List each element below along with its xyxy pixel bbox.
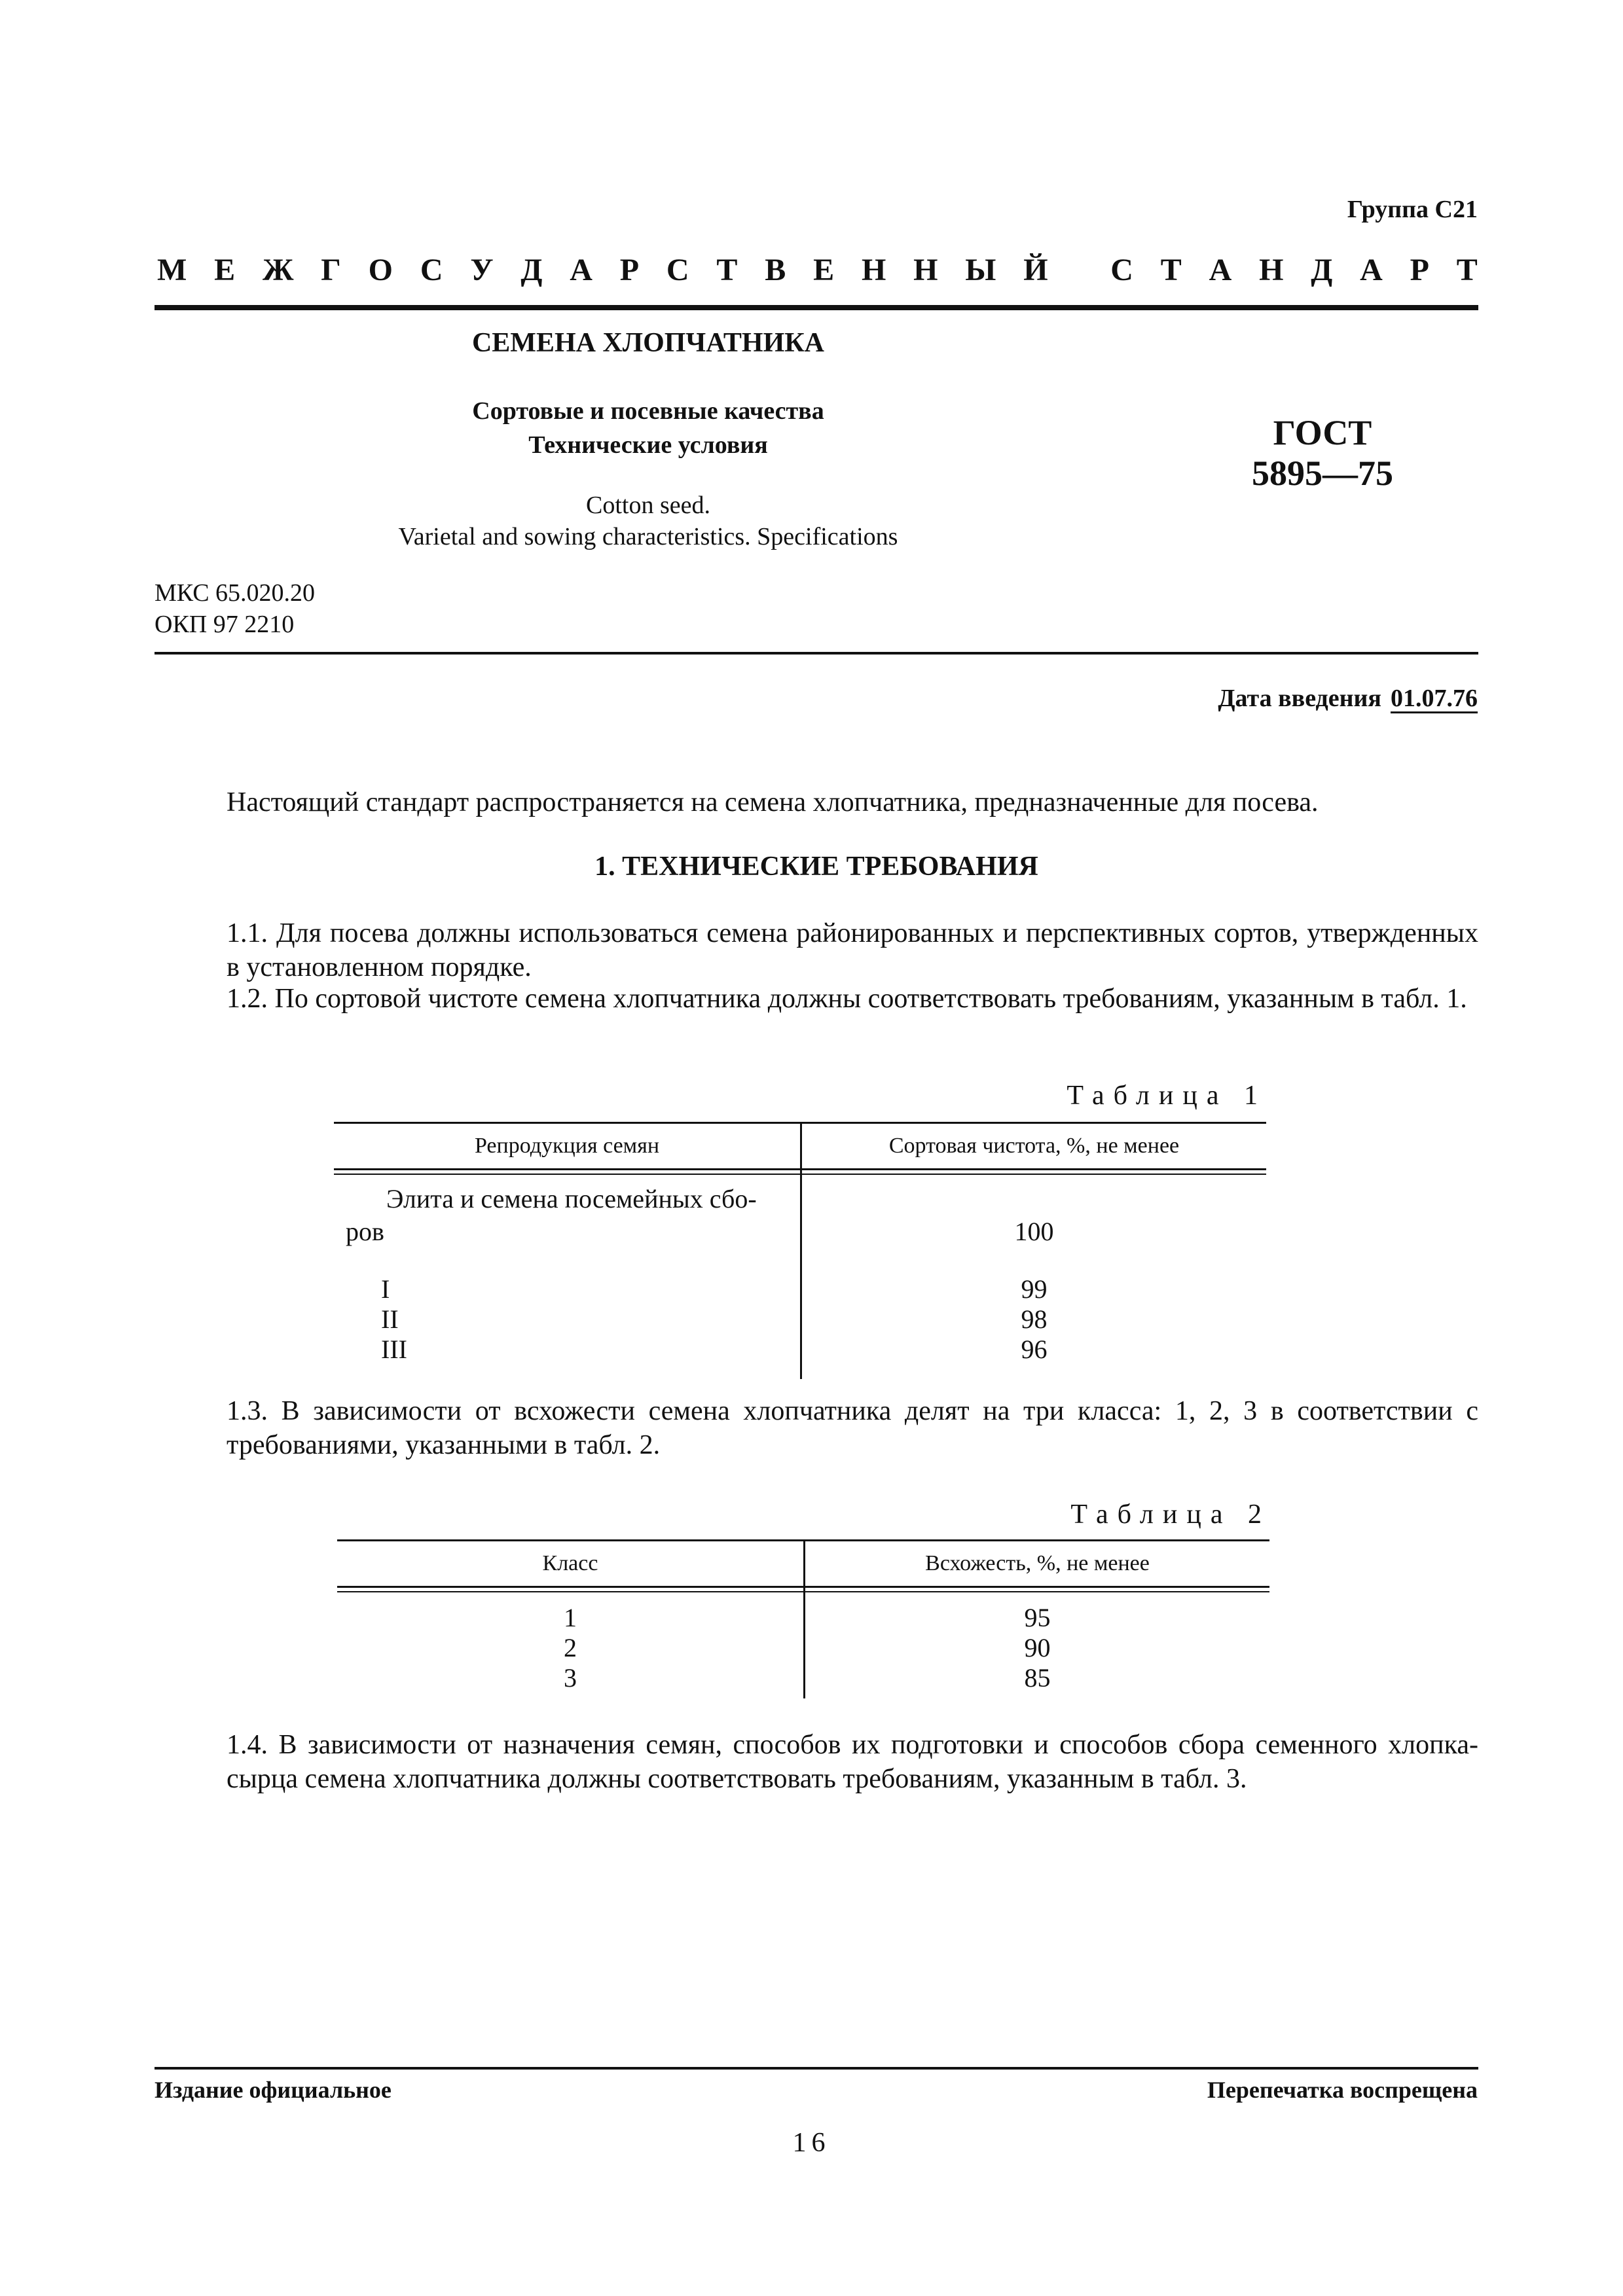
- table-cell: 98: [1021, 1304, 1048, 1334]
- paragraph-1-2: [155, 982, 1478, 1016]
- reprint-prohibited-note: Перепечатка воспрещена: [1207, 2077, 1478, 2103]
- mks-code: МКС 65.020.20: [155, 579, 316, 607]
- paragraph-text: 1.2. По сортовой чистоте семена хлопчатника должны соответствовать требованиям, указанным в табл. 1.: [227, 984, 1467, 1014]
- introduction-date: [1218, 684, 1478, 713]
- heading-letter: М: [157, 253, 187, 287]
- heading-letter: Н: [1259, 253, 1284, 287]
- table-cell: 96: [1021, 1335, 1048, 1364]
- heading-letter: Т: [716, 253, 738, 287]
- interstate-standard-heading: [157, 252, 1478, 288]
- table-cell: 100: [1014, 1217, 1054, 1246]
- intro-paragraph: [155, 785, 1478, 819]
- table-header-cell: Сортовая чистота, %, не менее: [888, 1134, 1180, 1158]
- heading-letter: Ж: [262, 253, 294, 287]
- table-cell: 95: [1024, 1603, 1051, 1632]
- english-title-line: Varietal and sowing characteristics. Specifications: [398, 523, 898, 550]
- table-header-cell: Репродукция семян: [474, 1134, 660, 1158]
- english-title: [288, 490, 1008, 552]
- paragraph-1-4: [155, 1728, 1478, 1796]
- table-cell: II: [381, 1304, 399, 1334]
- paragraph-text: 1.3. В зависимости от всхожести семена хлопчатника делят на три класса: 1, 2, 3 в соответствии с требованиями, указанными в табл. 2.: [227, 1396, 1478, 1460]
- heading-letter: Д: [1311, 253, 1333, 287]
- english-title-line: Cotton seed.: [586, 492, 710, 519]
- heading-letter: С: [420, 253, 443, 287]
- paragraph-1-1: [155, 916, 1478, 984]
- heading-letter: О: [368, 253, 393, 287]
- heading-letter: Е: [214, 253, 236, 287]
- subtitle-line: Сортовые и посевные качества: [472, 397, 824, 425]
- date-label: Дата введения: [1218, 685, 1381, 712]
- paragraph-1-3: [155, 1394, 1478, 1462]
- heading-letter: Н: [913, 253, 938, 287]
- gost-number: 5895—75: [1252, 454, 1393, 493]
- heading-letter: У: [470, 253, 494, 287]
- footer-rule: [155, 2067, 1478, 2070]
- heading-letter: В: [765, 253, 786, 287]
- table-cell: 90: [1024, 1633, 1051, 1662]
- table-cell: 99: [1021, 1274, 1048, 1304]
- table-cell: 2: [564, 1633, 577, 1662]
- heading-letter: Г: [321, 253, 341, 287]
- heading-letter: Ы: [965, 253, 996, 287]
- subtitle-line: Технические условия: [528, 431, 768, 459]
- group-code: Группа С21: [1347, 196, 1478, 223]
- heading-letter: Д: [520, 253, 543, 287]
- table-cell: I: [381, 1274, 390, 1304]
- document-subtitle: [321, 394, 976, 462]
- heading-letter: А: [1360, 253, 1383, 287]
- table-1: [334, 1122, 1266, 1379]
- heading-letter: Е: [813, 253, 835, 287]
- heading-letter: Т: [1160, 253, 1182, 287]
- table-header-cell: Класс: [542, 1551, 598, 1575]
- heading-letter: Т: [1456, 253, 1478, 287]
- heading-letter: А: [570, 253, 593, 287]
- table-2: [337, 1539, 1269, 1698]
- paragraph-text: 1.1. Для посева должны использоваться семена районированных и перспективных сортов, утвержденных в установленном порядке.: [227, 918, 1478, 982]
- heading-letter: Н: [861, 253, 886, 287]
- table-header-cell: Всхожесть, %, не менее: [925, 1551, 1150, 1575]
- top-rule: [155, 305, 1478, 310]
- table-cell: III: [381, 1335, 407, 1364]
- middle-rule: [155, 652, 1478, 655]
- heading-letter: Р: [1410, 253, 1429, 287]
- heading-letter: С: [1110, 253, 1133, 287]
- document-title: СЕМЕНА ХЛОПЧАТНИКА: [471, 328, 825, 358]
- table-cell: ров: [346, 1217, 384, 1246]
- heading-letter: А: [1209, 253, 1232, 287]
- table-1-caption: Таблица 1: [1067, 1081, 1267, 1111]
- gost-label: ГОСТ: [1273, 413, 1372, 452]
- official-edition-note: Издание официальное: [155, 2077, 392, 2103]
- intro-text: Настоящий стандарт распространяется на семена хлопчатника, предназначенные для посева.: [227, 787, 1319, 817]
- heading-letter: Й: [1023, 253, 1048, 287]
- okp-code: ОКП 97 2210: [155, 611, 295, 638]
- table-cell: 3: [564, 1663, 577, 1693]
- heading-gap: [1075, 252, 1083, 288]
- heading-letter: Р: [619, 253, 640, 287]
- paragraph-text: 1.4. В зависимости от назначения семян, способов их подготовки и способов сбора семенного хлопка-сырца семена хлопчатника должны соответствовать требованиям, указанным в табл. 3.: [227, 1730, 1478, 1794]
- table-2-caption: Таблица 2: [1070, 1499, 1271, 1530]
- section-heading: 1. ТЕХНИЧЕСКИЕ ТРЕБОВАНИЯ: [594, 852, 1038, 882]
- table-cell: 1: [564, 1603, 577, 1632]
- gost-designation: [1192, 412, 1453, 493]
- classification-codes: [155, 577, 315, 640]
- date-value: 01.07.76: [1391, 685, 1478, 712]
- page-number: 16: [792, 2128, 831, 2158]
- table-cell: 85: [1024, 1663, 1051, 1693]
- heading-letter: С: [666, 253, 689, 287]
- table-cell: Элита и семена посемейных сбо-: [386, 1184, 757, 1213]
